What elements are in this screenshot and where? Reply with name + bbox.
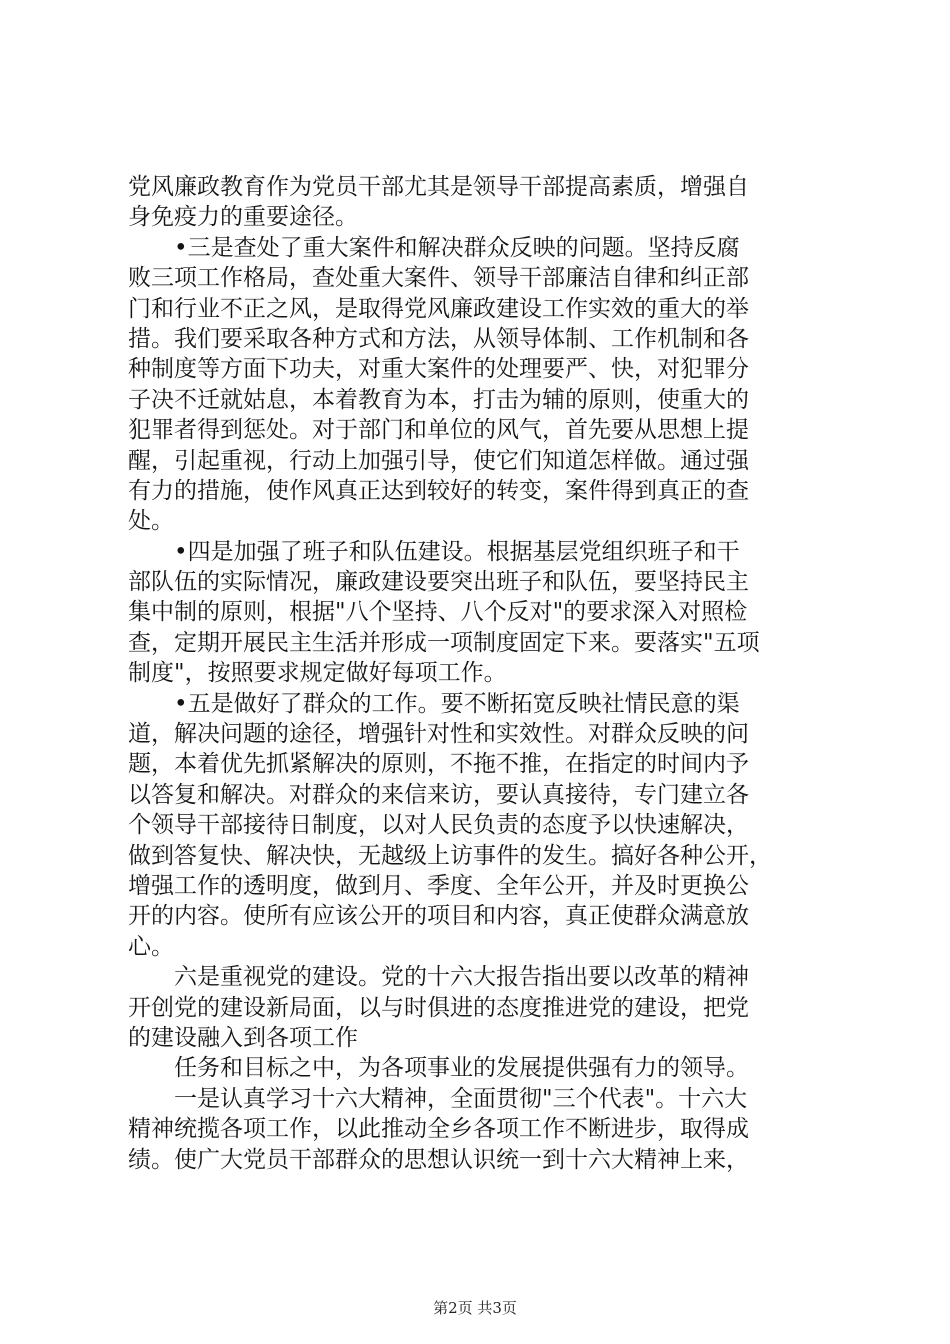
text-line: 败三项工作格局，查处重大案件、领导干部廉洁自律和纠正部 [128,265,749,292]
text-line: •四是加强了班子和队伍建设。根据基层党组织班子和干 [174,538,740,565]
document-body [128,172,828,1175]
text-line: 绩。使广大党员干部群众的思想认识统一到十六大精神上来， [128,1146,749,1173]
page-number-label: 第2页 共3页 [433,1299,517,1317]
text-line: 部队伍的实际情况，廉政建设要突出班子和队伍，要坚持民主 [128,569,749,596]
text-line: 有力的措施，使作风真正达到较好的转变，案件得到真正的查 [128,477,749,504]
text-line: 犯罪者得到惩处。对于部门和单位的风气，首先要从思想上提 [128,417,749,444]
text-line: 开创党的建设新局面，以与时俱进的态度推进党的建设，把党 [128,994,749,1021]
text-line: 道，解决问题的途径，增强针对性和实效性。对群众反映的问 [128,721,749,748]
text-line: 身免疫力的重要途径。 [128,204,358,231]
text-line: 处。 [128,508,174,535]
text-line: 心。 [128,933,174,960]
text-line: 集中制的原则，根据"八个坚持、八个反对"的要求深入对照检 [128,599,748,626]
text-line: 一是认真学习十六大精神，全面贯彻"三个代表"。十六大 [174,1085,748,1112]
text-line: 个领导干部接待日制度，以对人民负责的态度予以快速解决， [128,812,749,839]
text-line: 党风廉政教育作为党员干部尤其是领导干部提高素质，增强自 [128,174,749,200]
text-line: 措。我们要采取各种方式和方法，从领导体制、工作机制和各 [128,325,749,352]
text-line: 任务和目标之中，为各项事业的发展提供强有力的领导。 [174,1055,749,1082]
text-line: 题，本着优先抓紧解决的原则，不拖不推，在指定的时间内予 [128,751,749,778]
text-line: 子决不迁就姑息，本着教育为本，打击为辅的原则，使重大的 [128,386,749,413]
text-line: 的建设融入到各项工作 [128,1024,358,1051]
text-line: 增强工作的透明度，做到月、季度、全年公开，并及时更换公 [128,872,749,899]
text-line: 六是重视党的建设。党的十六大报告指出要以改革的精神 [174,964,749,991]
text-line: 开的内容。使所有应该公开的项目和内容，真正使群众满意放 [128,903,749,930]
text-line: 门和行业不正之风，是取得党风廉政建设工作实效的重大的举 [128,295,749,322]
text-line: •五是做好了群众的工作。要不断拓宽反映社情民意的渠 [174,690,740,717]
text-line: 种制度等方面下功夫，对重大案件的处理要严、快，对犯罪分 [128,356,749,383]
text-line: 做到答复快、解决快，无越级上访事件的发生。搞好各种公开， [128,842,772,869]
page-footer [0,1298,950,1318]
text-line: 醒，引起重视，行动上加强引导，使它们知道怎样做。通过强 [128,447,749,474]
text-line: 制度"，按照要求规定做好每项工作。 [128,660,507,687]
text-line: 精神统揽各项工作，以此推动全乡各项工作不断进步，取得成 [128,1116,749,1143]
text-line: •三是查处了重大案件和解决群众反映的问题。坚持反腐 [174,234,740,261]
text-line: 以答复和解决。对群众的来信来访，要认真接待，专门建立各 [128,781,749,808]
text-line: 查，定期开展民主生活并形成一项制度固定下来。要落实"五项 [128,629,760,656]
